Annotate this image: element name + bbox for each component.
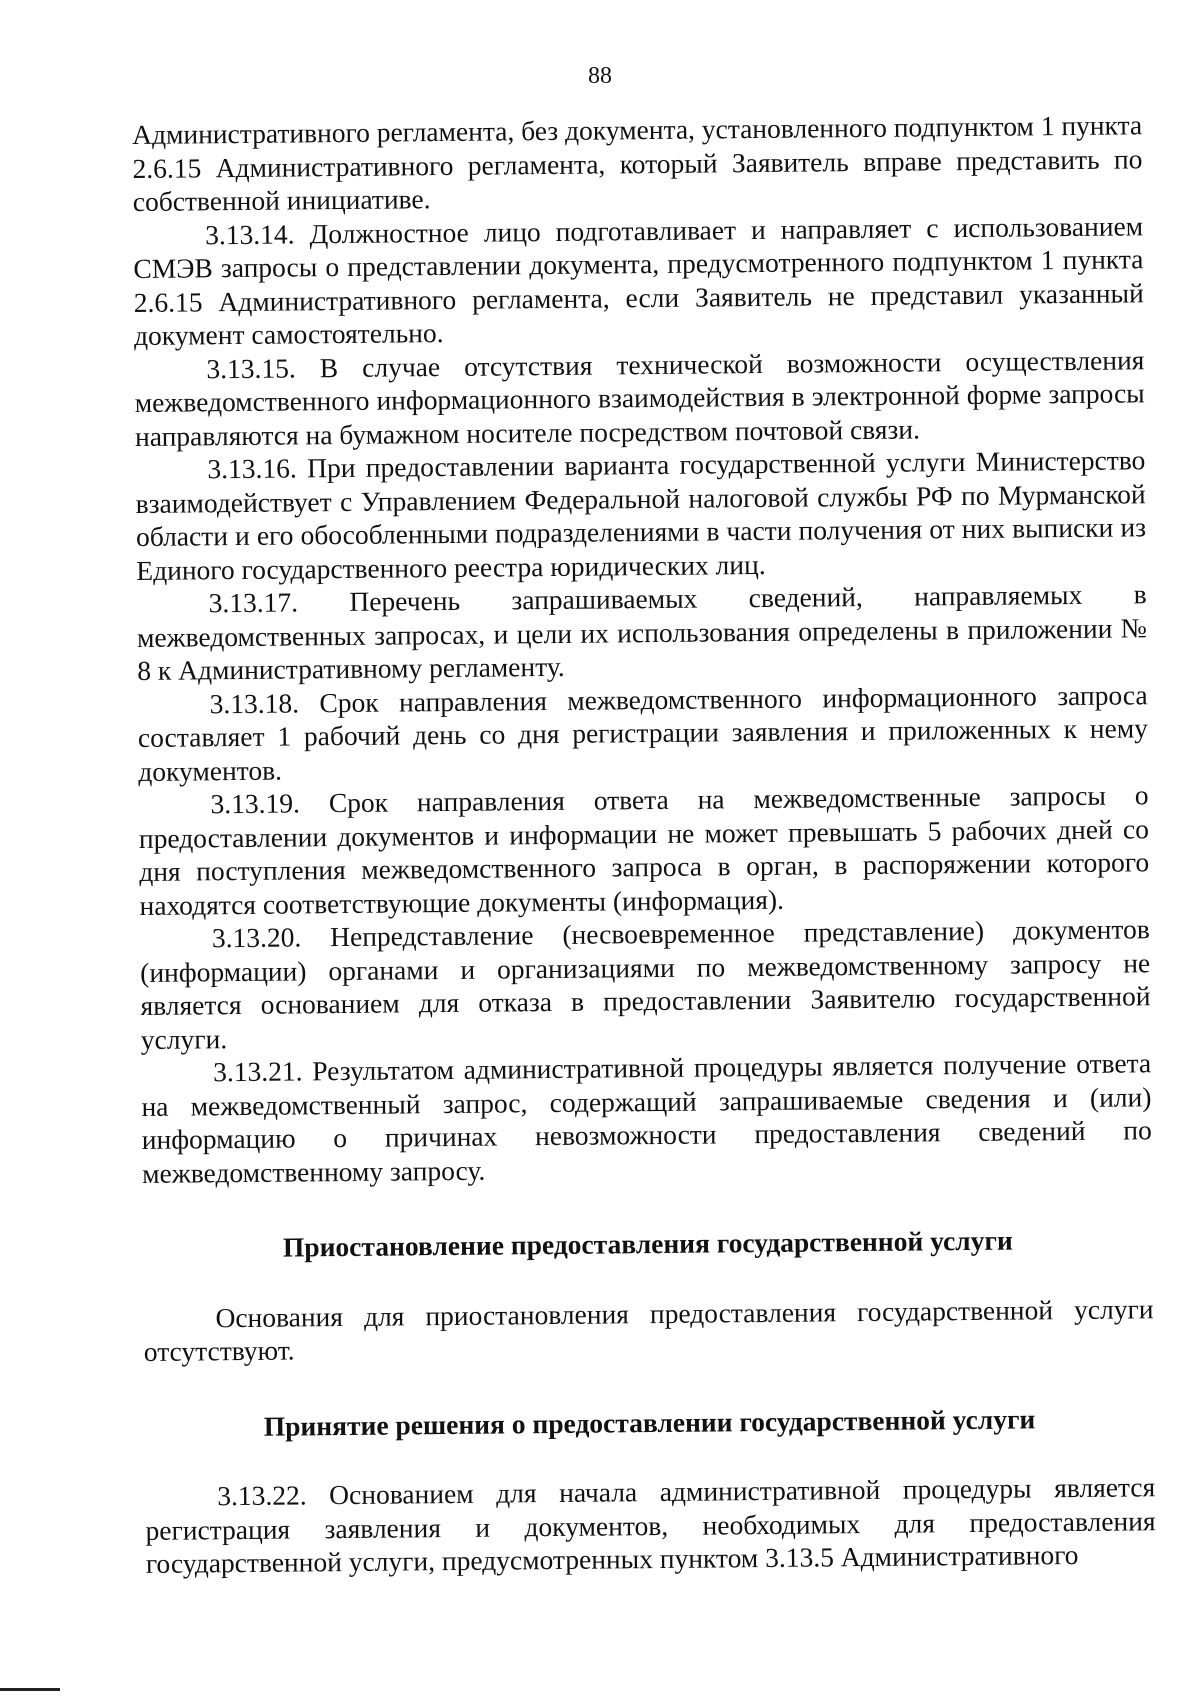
paragraph-suspension: Основания для приостановления предоставления государственной услуги отсутствуют. (143, 1292, 1154, 1367)
paragraph-3-13-19: 3.13.19. Срок направления ответа на межведомственные запросы о предоставлении документов и информации не может превышать 5 рабочих дней со дня поступления межведомственного запроса в орган, в распоряжении которого находятся соответствующие документы (информация). (138, 779, 1150, 921)
section-heading-decision: Принятие решения о предоставлении государственной услуги (263, 1402, 1036, 1442)
paragraph-3-13-17: 3.13.17. Перечень запрашиваемых сведений, направляемых в межведомственных запросах, и цели их использования определены в приложении № 8 к Административному регламенту. (136, 578, 1148, 686)
section-heading-suspension: Приостановление предоставления государственной услуги (282, 1224, 1013, 1263)
paragraph-3-13-21: 3.13.21. Результатом административной процедуры является получение ответа на межведомственный запрос, содержащий запрашиваемые сведения и (или) информацию о причинах невозможности предоставления сведений по межведомственному запросу. (141, 1047, 1152, 1189)
paragraph-3-13-22: 3.13.22. Основанием для начала административной процедуры является регистрация заявления и документов, необходимых для предоставления государственной услуги, предусмотренных пунктом 3.13.5 Административного (145, 1471, 1156, 1579)
paragraph-3-13-14: 3.13.14. Должностное лицо подготавливает и направляет с использованием СМЭВ запросы о представлении документа, предусмотренного подпунктом 1 пункта 2.6.15 Административного регламента, если Заявитель не представил указанный документ самостоятельно. (133, 209, 1144, 351)
paragraph-3-13-15: 3.13.15. В случае отсутствия технической возможности осуществления межведомственного информационного взаимодействия в электронной форме запросы направляются на бумажном носителе посредством почтовой связи. (134, 343, 1145, 452)
paragraph-continuation: Административного регламента, без документа, установленного подпунктом 1 пункта 2.6.15 Административного регламента, который Заявитель вправе представить по собственной инициативе. (132, 109, 1143, 217)
document-body (132, 108, 1156, 1580)
paragraph-3-13-16: 3.13.16. При предоставлении варианта государственной услуги Министерство взаимодействует с Управлением Федеральной налоговой службы РФ по Мурманской области и его обособленными подразделениями в части получения от них выписки из Единого государственного реестра юридических лиц. (135, 444, 1147, 586)
paragraph-3-13-20: 3.13.20. Непредставление (несвоевременное представление) документов (информации) органами и организациями по межведомственному запросу не является основанием для отказа в предоставлении Заявителю государственной услуги. (140, 913, 1151, 1055)
page-number: 88 (588, 63, 612, 89)
scan-edge-mark (0, 1688, 60, 1691)
paragraph-3-13-18: 3.13.18. Срок направления межведомственного информационного запроса составляет 1 рабочий день со дня регистрации заявления и приложенных к нему документов. (137, 678, 1149, 787)
